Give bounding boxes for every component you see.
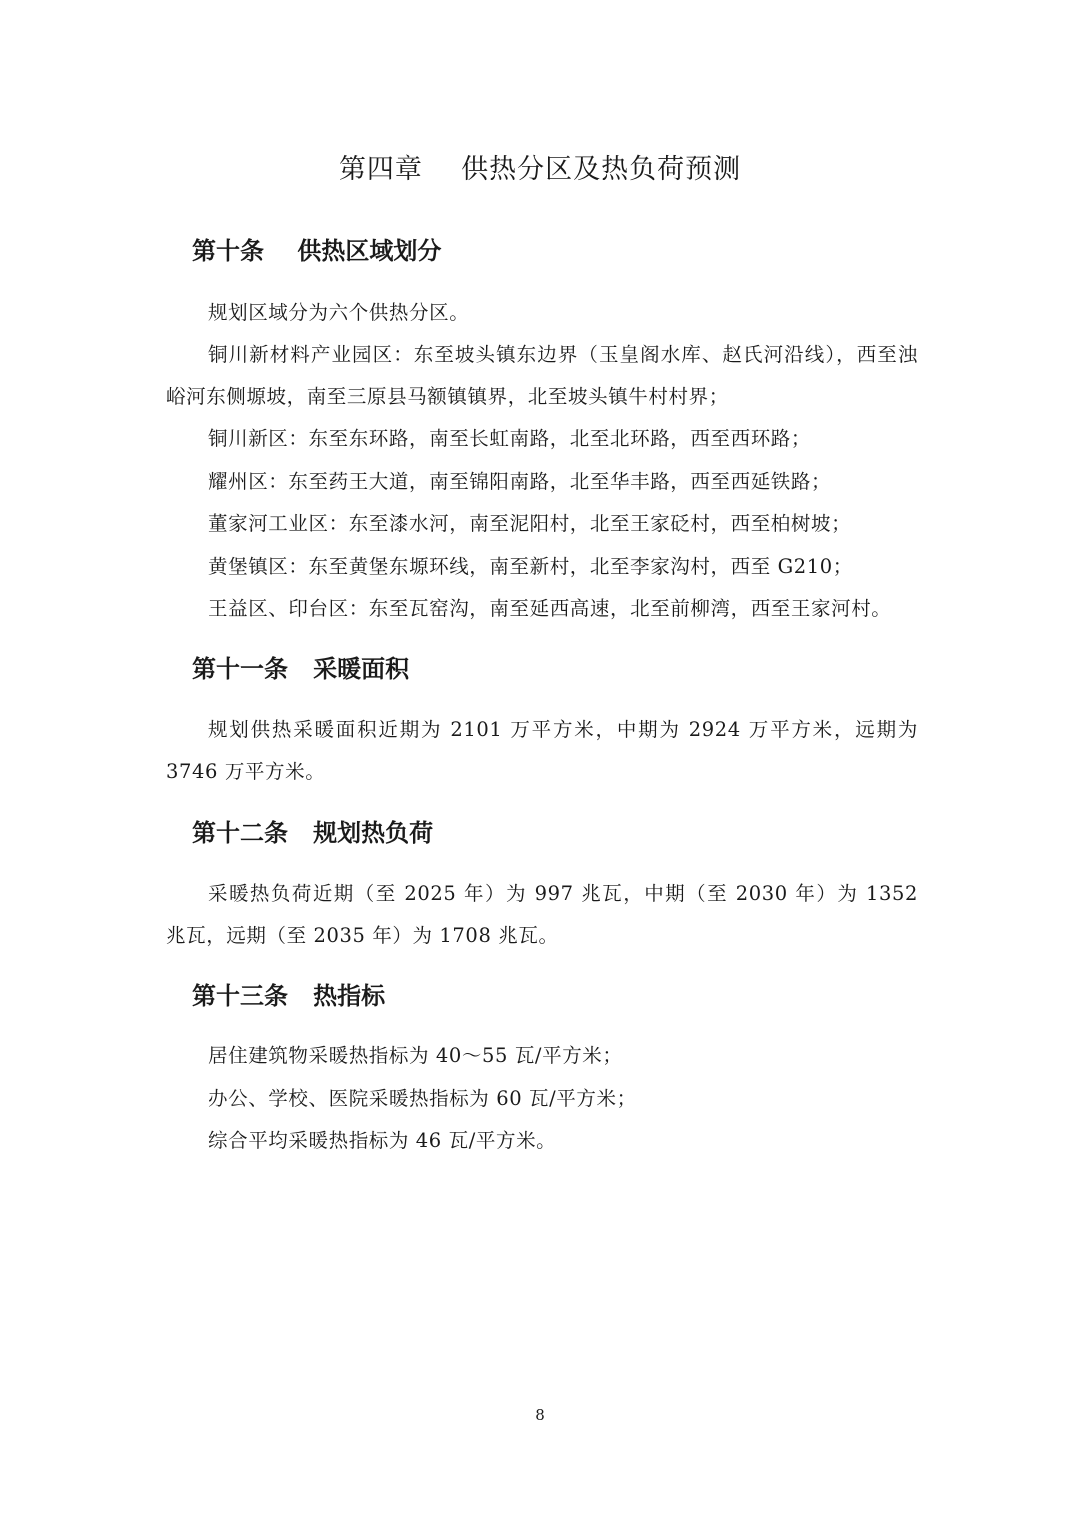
- heat-index-public-buildings: 办公、学校、医院采暖热指标为 60 瓦/平方米；: [208, 1087, 637, 1110]
- article-12-heading: 第十二条 规划热负荷: [192, 819, 434, 847]
- article-10-heading: 第十条 供热区域划分: [192, 237, 442, 265]
- chapter-title: 第四章 供热分区及热负荷预测: [338, 154, 742, 185]
- heat-index-average: 综合平均采暖热指标为 46 瓦/平方米。: [208, 1129, 557, 1152]
- zone-item-yaozhou-district: 耀州区：东至药王大道，南至锦阳南路，北至华丰路，西至西延铁路；: [208, 470, 832, 493]
- article-12-text: 采暖热负荷近期（至 2025 年）为 997 兆瓦，中期（至 2030 年）为 1352 兆瓦，远期（至 2035 年）为 1708 兆瓦。: [166, 882, 918, 947]
- zone-item-huangbao-town: 黄堡镇区：东至黄堡东塬环线，南至新村，北至李家沟村，西至 G210；: [208, 555, 853, 578]
- article-11-text: 规划供热采暖面积近期为 2101 万平方米，中期为 2924 万平方米，远期为 3746 万平方米。: [166, 718, 918, 783]
- article-10-intro: 规划区域分为六个供热分区。: [208, 301, 470, 324]
- heat-index-residential: 居住建筑物采暖热指标为 40～55 瓦/平方米；: [208, 1044, 623, 1067]
- zone-item-wangyi-yintai-district: 王益区、印台区：东至瓦窑沟，南至延西高速，北至前柳湾，西至王家河村。: [208, 597, 892, 620]
- article-13-heading: 第十三条 热指标: [192, 982, 386, 1010]
- page-number: 8: [535, 1406, 545, 1424]
- article-11-heading: 第十一条 采暖面积: [192, 655, 410, 683]
- zone-item-dongjiahe-industrial-zone: 董家河工业区：东至漆水河，南至泥阳村，北至王家砭村，西至柏树坡；: [208, 512, 852, 535]
- zone-item-tongchuan-new-materials-park: 铜川新材料产业园区：东至坡头镇东边界（玉皇阁水库、赵氏河沿线），西至浊峪河东侧塬坡，南至三原县马额镇镇界，北至坡头镇牛村村界；: [166, 343, 918, 408]
- zone-item-tongchuan-new-district: 铜川新区：东至东环路，南至长虹南路，北至北环路，西至西环路；: [208, 427, 812, 450]
